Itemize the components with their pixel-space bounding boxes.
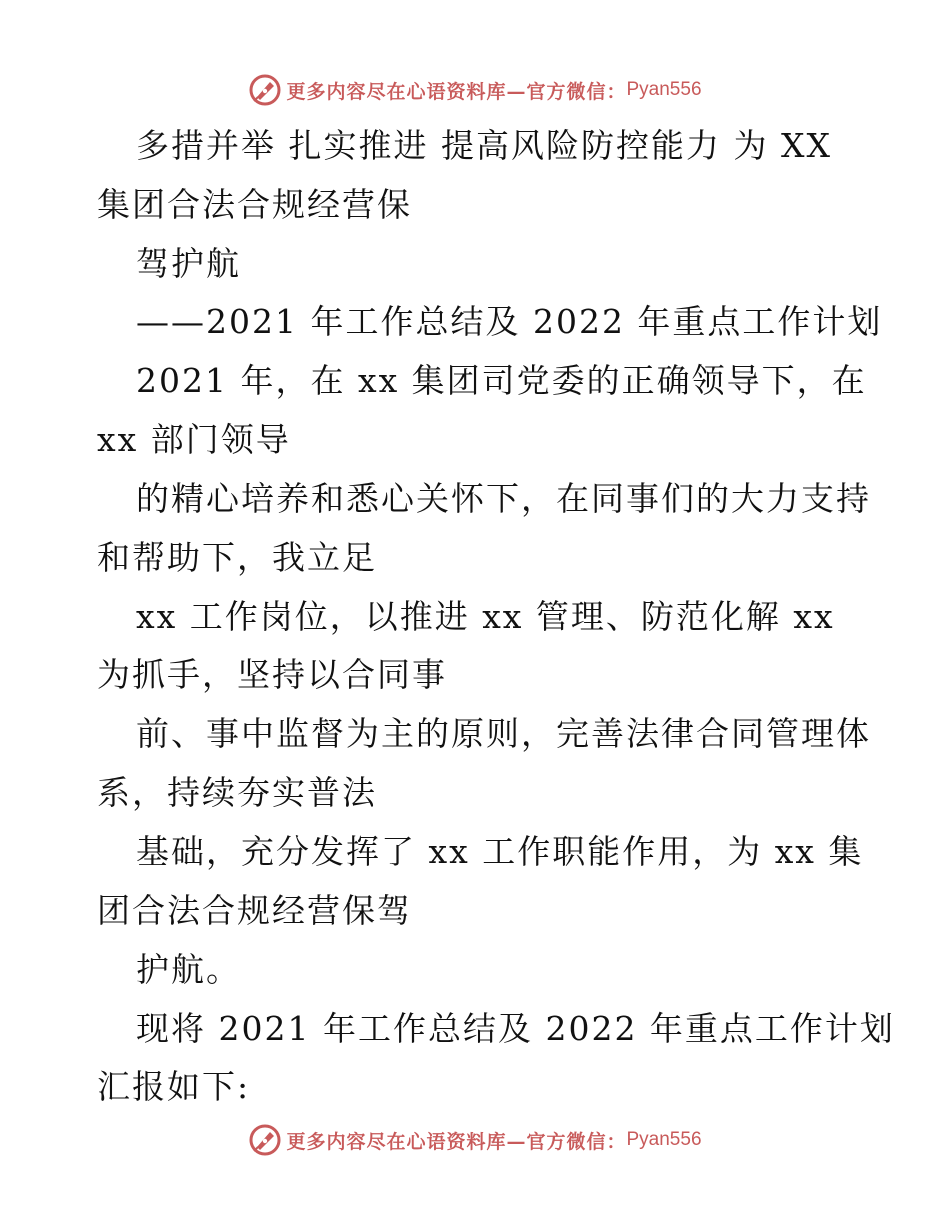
paragraph-line: 现将 2021 年工作总结及 2022 年重点工作计划: [136, 1009, 895, 1048]
pen-nib-logo-icon: [248, 73, 282, 107]
paragraph-line: xx 工作岗位，以推进 xx 管理、防范化解 xx: [136, 597, 835, 636]
watermark-text: 更多内容尽在心语资料库—官方微信：: [286, 1130, 627, 1153]
paragraph-line: xx 部门领导: [97, 420, 291, 459]
paragraph-line: 基础，充分发挥了 xx 工作职能作用，为 xx 集: [136, 832, 864, 871]
pen-nib-logo-icon: [248, 1123, 282, 1157]
watermark-wechat-id: Pyan556: [626, 1129, 702, 1150]
footer-watermark: [0, 1120, 950, 1160]
paragraph-line: 团合法合规经营保驾: [97, 891, 412, 930]
title-line-2: 集团合法合规经营保: [97, 185, 412, 224]
paragraph-line: 和帮助下，我立足: [97, 538, 377, 577]
paragraph-line: 系，持续夯实普法: [97, 773, 377, 812]
paragraph-line: 汇报如下:: [97, 1067, 251, 1106]
paragraph-line: 2021 年，在 xx 集团司党委的正确领导下，在: [136, 361, 867, 400]
paragraph-line: 为抓手，坚持以合同事: [97, 655, 447, 694]
paragraph-line: 护航。: [136, 950, 241, 989]
paragraph-line: 前、事中监督为主的原则，完善法律合同管理体: [136, 714, 871, 753]
title-line-3: 驾护航: [136, 244, 241, 283]
header-watermark: [0, 70, 950, 110]
paragraph-line: 的精心培养和悉心关怀下，在同事们的大力支持: [136, 479, 871, 518]
subtitle: ——2021 年工作总结及 2022 年重点工作计划: [136, 302, 883, 341]
watermark-wechat-id: Pyan556: [626, 79, 702, 100]
title-line-1: 多措并举 扎实推进 提高风险防控能力 为 XX: [136, 126, 832, 165]
watermark-text: 更多内容尽在心语资料库—官方微信：: [286, 80, 627, 103]
